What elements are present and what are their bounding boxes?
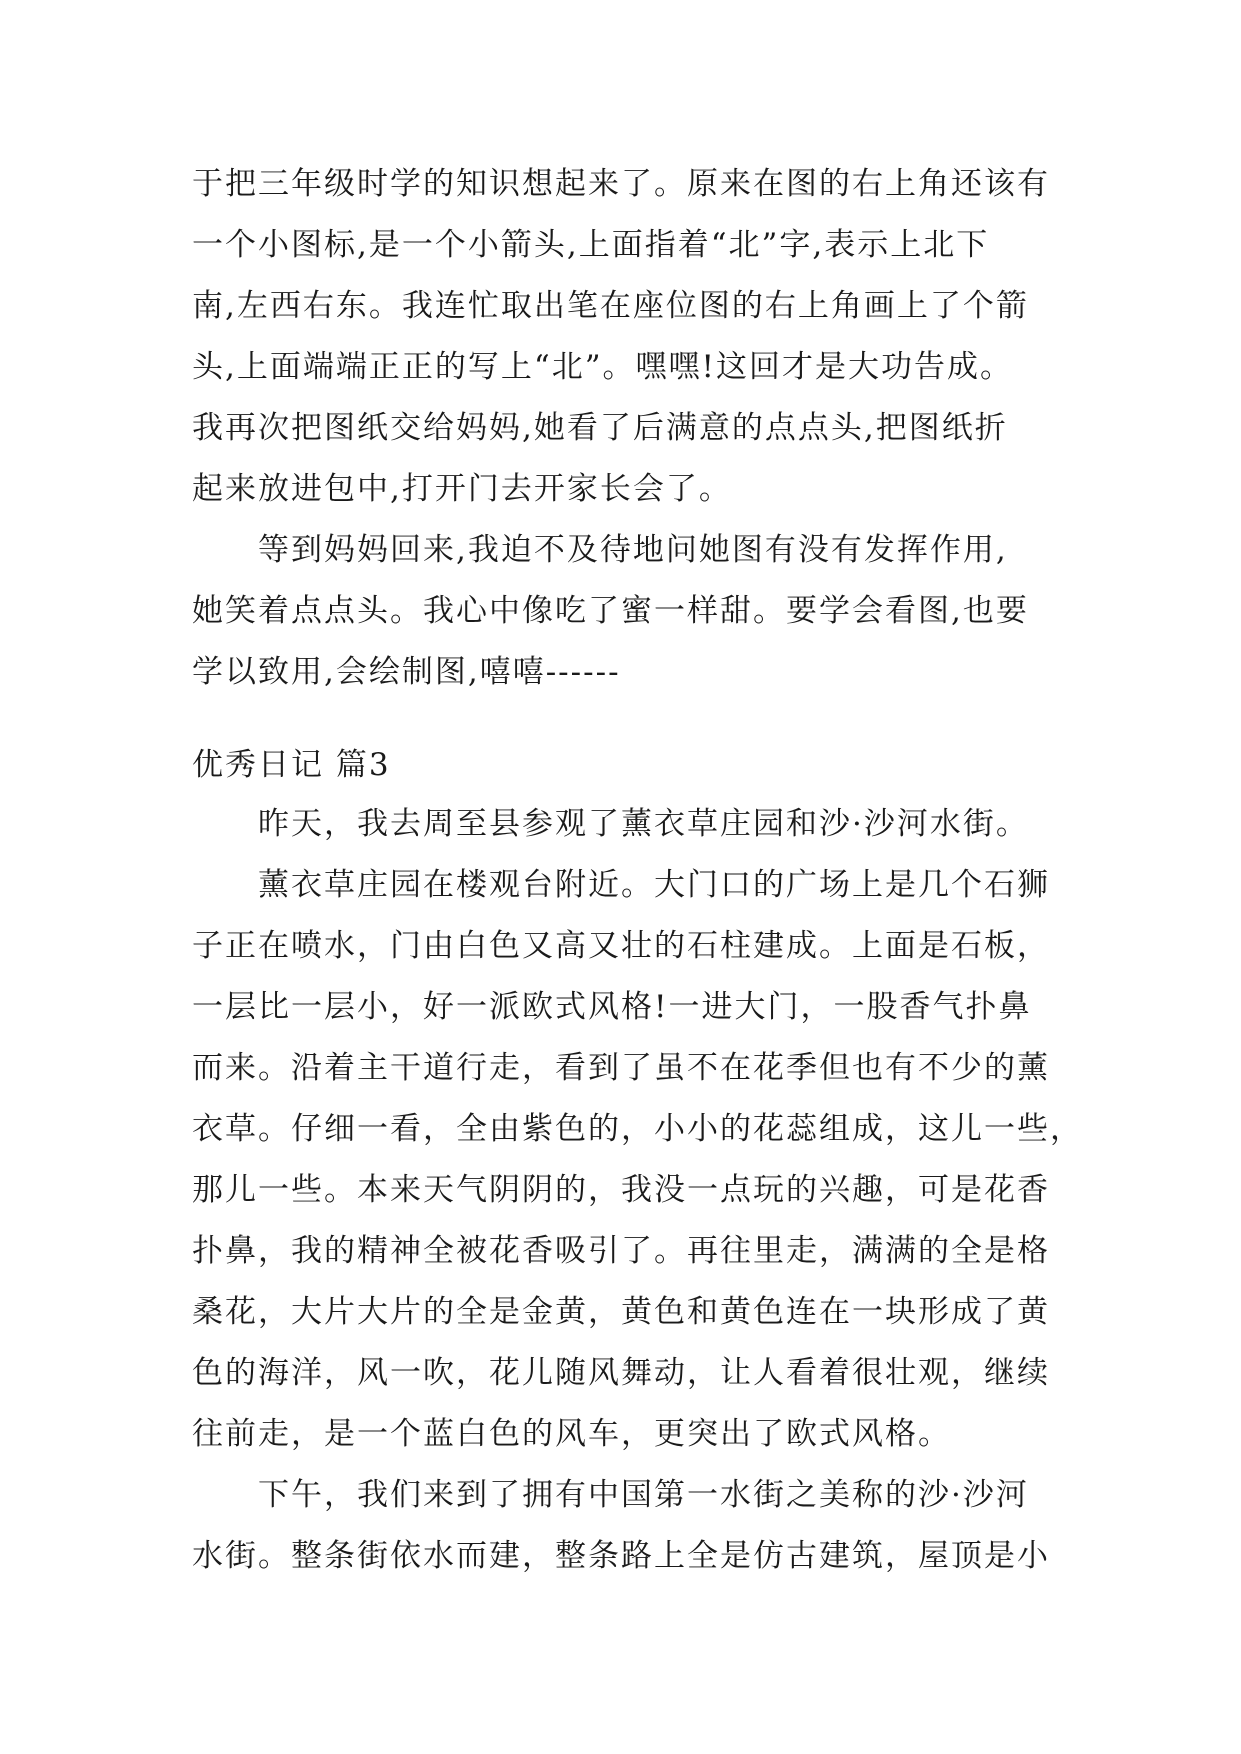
- paragraph-map-drawing-continued: [192, 154, 1072, 520]
- text-line: 水街。整条街依水而建，整条路上全是仿古建筑，屋顶是小: [192, 1538, 1050, 1574]
- diary-heading: 优秀日记 篇3: [192, 747, 391, 783]
- paragraph-lavender-manor: [192, 855, 1083, 1465]
- text-line: 我再次把图纸交给妈妈,她看了后满意的点点头,把图纸折: [192, 410, 1008, 446]
- text-line: 扑鼻，我的精神全被花香吸引了。再往里走，满满的全是格: [192, 1233, 1050, 1269]
- text-line: 色的海洋，风一吹，花儿随风舞动，让人看着很壮观，继续: [192, 1355, 1050, 1391]
- text-line: 衣草。仔细一看，全由紫色的，小小的花蕊组成，这儿一些，: [192, 1111, 1083, 1147]
- text-line: 等到妈妈回来,我迫不及待地问她图有没有发挥作用,: [258, 532, 1008, 568]
- text-line: 头,上面端端正正的写上“北”。嘿嘿!这回才是大功告成。: [192, 349, 1014, 385]
- text-line: 往前走，是一个蓝白色的风车，更突出了欧式风格。: [192, 1416, 951, 1452]
- text-line: 于把三年级时学的知识想起来了。原来在图的右上角还该有: [192, 166, 1050, 202]
- text-line: 下午，我们来到了拥有中国第一水街之美称的沙·沙河: [258, 1477, 1029, 1513]
- text-line: 子正在喷水，门由白色又高又壮的石柱建成。上面是石板，: [192, 928, 1050, 964]
- text-line: 桑花，大片大片的全是金黄，黄色和黄色连在一块形成了黄: [192, 1294, 1050, 1330]
- text-line: 薰衣草庄园在楼观台附近。大门口的广场上是几个石狮: [258, 867, 1050, 903]
- text-line: 那儿一些。本来天气阴阴的，我没一点玩的兴趣，可是花香: [192, 1172, 1050, 1208]
- paragraph-mom-returns: [192, 520, 1072, 703]
- text-line: 一层比一层小，好一派欧式风格!一进大门，一股香气扑鼻: [192, 989, 1032, 1025]
- paragraph-water-street: [192, 1465, 1072, 1587]
- text-line: 南,左西右东。我连忙取出笔在座位图的右上角画上了个箭: [192, 288, 1029, 324]
- section-heading: [192, 735, 1072, 796]
- paragraph-yesterday: [192, 794, 1072, 855]
- text-line: 一个小图标,是一个小箭头,上面指着“北”字,表示上北下: [192, 227, 990, 263]
- text-line: 起来放进包中,打开门去开家长会了。: [192, 471, 732, 507]
- text-line: 而来。沿着主干道行走，看到了虽不在花季但也有不少的薰: [192, 1050, 1050, 1086]
- text-line: 她笑着点点头。我心中像吃了蜜一样甜。要学会看图,也要: [192, 593, 1029, 629]
- text-line: 学以致用,会绘制图,嘻嘻------: [192, 654, 621, 690]
- text-line: 昨天，我去周至县参观了薰衣草庄园和沙·沙河水街。: [258, 806, 1029, 842]
